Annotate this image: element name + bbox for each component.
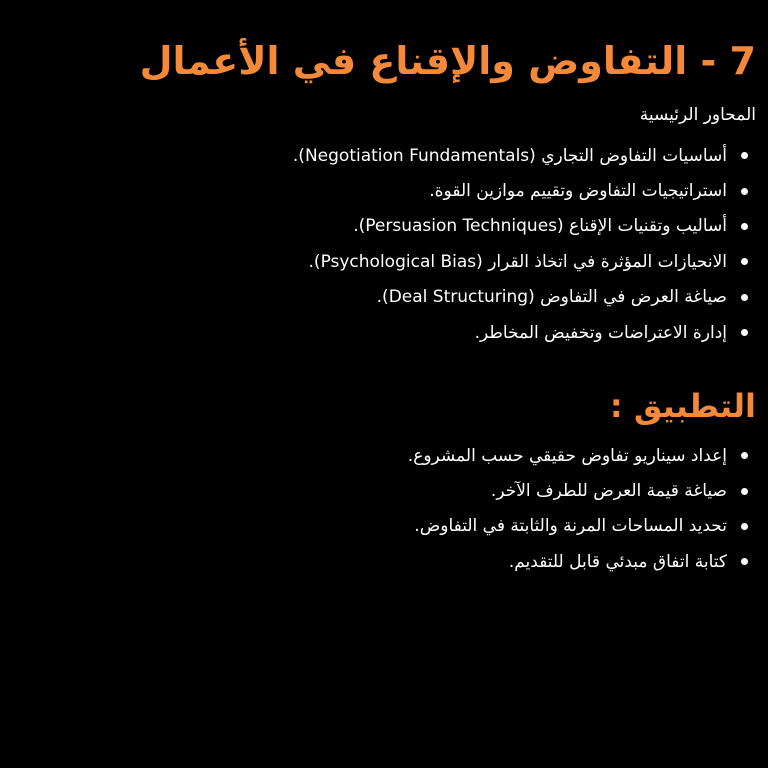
axes-list xyxy=(293,138,756,350)
list-item-text: استراتيجيات التفاوض وتقييم موازين القوة. xyxy=(429,181,727,202)
list-item xyxy=(293,280,756,315)
list-item xyxy=(293,315,756,350)
bullet-icon xyxy=(741,488,748,495)
list-item xyxy=(293,138,756,173)
list-item xyxy=(293,244,756,279)
bullet-icon xyxy=(741,223,748,230)
axes-heading: المحاور الرئيسية xyxy=(639,105,756,125)
list-item-text: كتابة اتفاق مبدئي قابل للتقديم. xyxy=(508,551,727,572)
list-item xyxy=(408,509,756,544)
bullet-icon xyxy=(741,188,748,195)
list-item xyxy=(408,473,756,508)
list-item xyxy=(408,544,756,579)
list-item-text: أساليب وتقنيات الإقناع (Persuasion Techniques). xyxy=(353,216,727,237)
list-item xyxy=(293,209,756,244)
list-item-text: إعداد سيناريو تفاوض حقيقي حسب المشروع. xyxy=(407,445,727,466)
bullet-icon xyxy=(741,294,748,301)
application-heading: التطبيق : xyxy=(609,387,756,425)
list-item-text: تحديد المساحات المرنة والثابتة في التفاوض. xyxy=(414,516,727,537)
bullet-icon xyxy=(741,452,748,459)
bullet-icon xyxy=(741,329,748,336)
bullet-icon xyxy=(741,152,748,159)
list-item-text: صياغة قيمة العرض للطرف الآخر. xyxy=(490,481,727,502)
application-list xyxy=(408,438,756,580)
list-item-text: صياغة العرض في التفاوض (Deal Structuring). xyxy=(376,287,727,308)
page-title: 7 - التفاوض والإقناع في الأعمال xyxy=(139,39,756,83)
bullet-icon xyxy=(741,523,748,530)
bullet-icon xyxy=(741,258,748,265)
list-item-text: إدارة الاعتراضات وتخفيض المخاطر. xyxy=(474,322,727,343)
list-item xyxy=(408,438,756,473)
list-item xyxy=(293,173,756,208)
list-item-text: الانحيازات المؤثرة في اتخاذ القرار (Psychological Bias). xyxy=(308,251,727,272)
bullet-icon xyxy=(741,558,748,565)
list-item-text: أساسيات التفاوض التجاري (Negotiation Fundamentals). xyxy=(292,145,727,166)
